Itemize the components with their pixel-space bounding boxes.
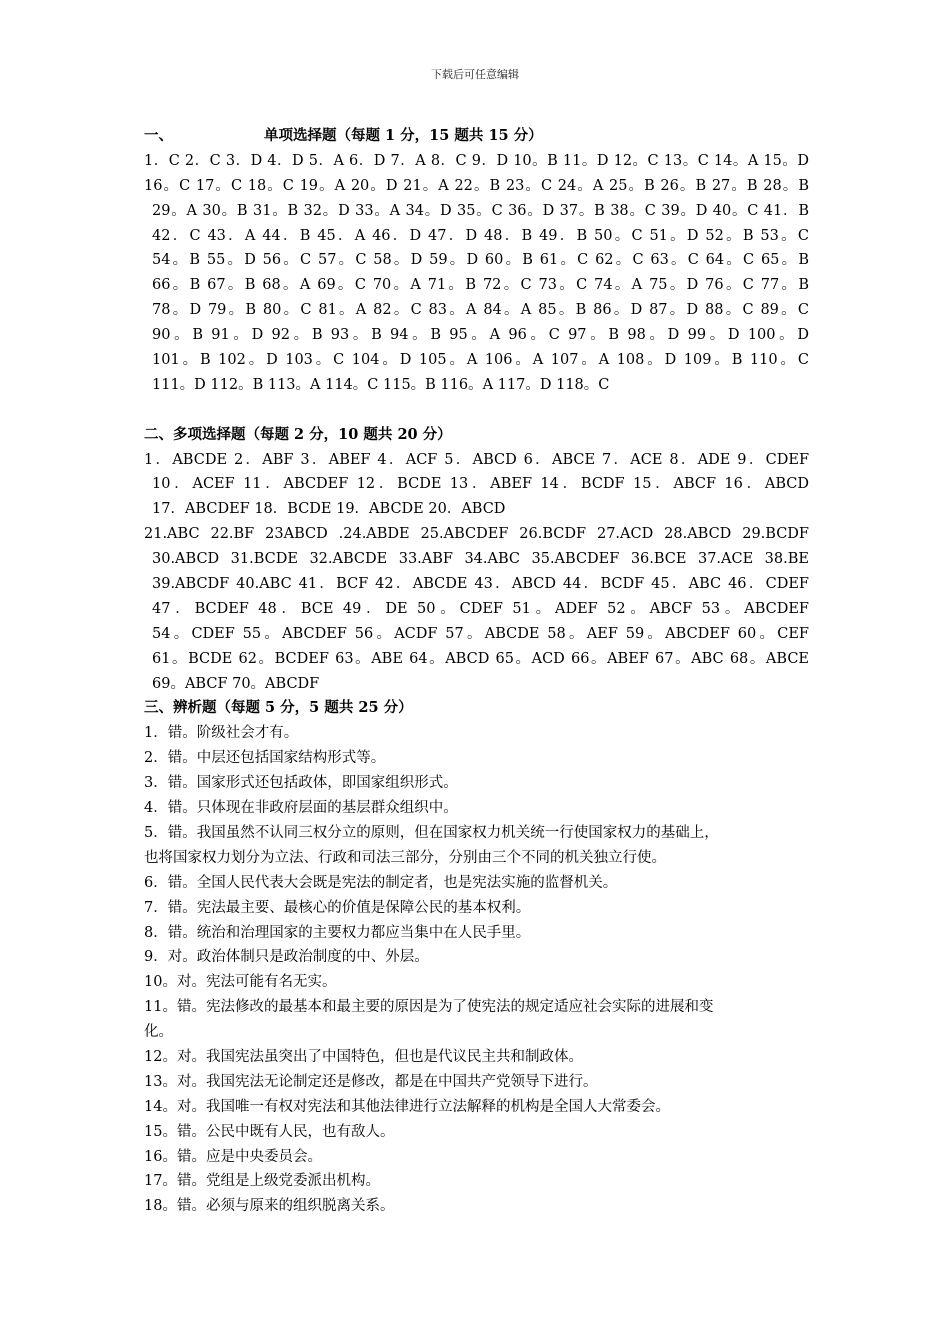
answer-line: 11。错。宪法修改的最基本和最主要的原因是为了使宪法的规定适应社会实际的进展和变 — [144, 999, 714, 1016]
answer-line: 8．错。统治和治理国家的主要权力都应当集中在人民手里。 — [144, 924, 531, 941]
answer-line: 42．C 43．A 44．B 45．A 46．D 47．D 48．B 49．B 50。C 51。D 52。B 53。C — [152, 227, 809, 244]
answer-line: 16。C 17。C 18。C 19。A 20。D 21。A 22。B 23。C 24。A 25。B 26。B 27。B 28。B — [144, 177, 809, 194]
answer-line: 2．错。中层还包括国家结构形式等。 — [144, 750, 386, 767]
answer-line: 也将国家权力划分为立法、行政和司法三部分，分别由三个不同的机关独立行使。 — [144, 849, 666, 866]
answer-line: 1．ABCDE 2．ABF 3．ABEF 4．ACF 5．ABCD 6．ABCE 7．ACE 8．ADE 9．CDEF — [144, 451, 809, 468]
answer-line: 5．错。我国虽然不认同三权分立的原则，但在国家权力机关统一行使国家权力的基础上， — [144, 824, 719, 841]
answer-line: 30.ABCD 31.BCDE 32.ABCDE 33.ABF 34.ABC 35.ABCDEF 36.BCE 37.ACE 38.BE — [152, 551, 809, 568]
answer-line: 18。错。必须与原来的组织脱离关系。 — [144, 1198, 395, 1215]
answer-line: 16。错。应是中央委员会。 — [144, 1148, 322, 1165]
answer-line: 90。B 91。D 92。B 93。B 94。B 95。A 96。C 97。B 98。D 99。D 100。D — [152, 327, 809, 344]
answer-line: 101。B 102。D 103。C 104。D 105。A 106。A 107。A 108。D 109。B 110。C — [152, 352, 809, 369]
answer-line: 12。对。我国宪法虽突出了中国特色，但也是代议民主共和制政体。 — [144, 1048, 583, 1065]
answer-line: 47．BCDEF 48．BCE 49．DE 50。CDEF 51。ADEF 52。ABCF 53。ABCDEF — [152, 600, 809, 617]
answer-line: 17。错。党组是上级党委派出机构。 — [144, 1173, 380, 1190]
answer-line: 3．错。国家形式还包括政体，即国家组织形式。 — [144, 775, 458, 792]
answer-line: 4．错。只体现在非政府层面的基层群众组织中。 — [144, 800, 458, 817]
answer-line: 69。ABCF 70。ABCDF — [152, 675, 320, 692]
answer-line: 14。对。我国唯一有权对宪法和其他法律进行立法解释的机构是全国人大常委会。 — [144, 1098, 670, 1115]
answer-line: 78。D 79。B 80。C 81。A 82。C 83。A 84。A 85。B 86。D 87。D 88。C 89。C — [152, 302, 809, 319]
answer-line: 54。CDEF 55。ABCDEF 56。ACDF 57。ABCDE 58。AEF 59。ABCDEF 60。CEF — [152, 625, 809, 642]
answer-line: 10。对。宪法可能有名无实。 — [144, 974, 337, 991]
answer-line: 7．错。宪法最主要、最核心的价值是保障公民的基本权利。 — [144, 899, 531, 916]
answer-line: 13。对。我国宪法无论制定还是修改，都是在中国共产党领导下进行。 — [144, 1073, 598, 1090]
section-number: 一、 — [144, 127, 173, 144]
answer-line: 化。 — [144, 1024, 173, 1041]
answer-line: 66。B 67。B 68。A 69。C 70。A 71。B 72。C 73。C 74。A 75。D 76。C 77。B — [152, 277, 809, 294]
answer-line: 29。A 30。B 31。B 32。D 33。A 34。D 35。C 36。D 37。B 38。C 39。D 40。C 41．B — [152, 202, 809, 219]
answer-line: 10．ACEF 11．ABCDEF 12．BCDE 13．ABEF 14．BCDF 15．ABCF 16．ABCD — [152, 476, 809, 493]
answer-line: 39.ABCDF 40.ABC 41．BCF 42．ABCDE 43．ABCD 44．BCDF 45．ABC 46．CDEF — [152, 576, 809, 593]
answer-line: 15。错。公民中既有人民，也有敌人。 — [144, 1123, 395, 1140]
answer-line: 21.ABC 22.BF 23ABCD .24.ABDE 25.ABCDEF 26.BCDF 27.ACD 28.ABCD 29.BCDF — [144, 526, 809, 543]
answer-line: 1．C 2．C 3．D 4．D 5．A 6．D 7．A 8．C 9．D 10。B 11。D 12。C 13。C 14。A 15。D — [144, 152, 809, 169]
section-title: 单项选择题（每题 1 分，15 题共 15 分） — [264, 127, 543, 144]
section-spacer — [144, 398, 809, 423]
answer-line: 61。BCDE 62。BCDEF 63。ABE 64。ABCD 65。ACD 66。ABEF 67。ABC 68。ABCE — [152, 650, 809, 667]
document-content — [144, 124, 809, 1219]
answer-line: 17．ABCDEF 18．BCDE 19．ABCDE 20．ABCD — [152, 501, 506, 518]
answer-line: 9．对。政治体制只是政治制度的中、外层。 — [144, 949, 429, 966]
answer-line: 6．错。全国人民代表大会既是宪法的制定者，也是宪法实施的监督机关。 — [144, 874, 618, 891]
answer-line: 1．错。阶级社会才有。 — [144, 725, 299, 742]
header-note: 下载后可任意编辑 — [431, 68, 519, 81]
section-heading-single-choice — [144, 124, 809, 149]
answer-line: 111。D 112。B 113。A 114。C 115。B 116。A 117。D 118。C — [152, 376, 610, 393]
section-heading-multiple-choice: 二、多项选择题（每题 2 分，10 题共 20 分） — [144, 425, 452, 443]
section-heading-analysis: 三、辨析题（每题 5 分，5 题共 25 分） — [144, 699, 413, 717]
answer-line: 54。B 55。D 56。C 57。C 58。D 59。D 60。B 61。C 62。C 63。C 64。C 65。B — [152, 252, 809, 269]
